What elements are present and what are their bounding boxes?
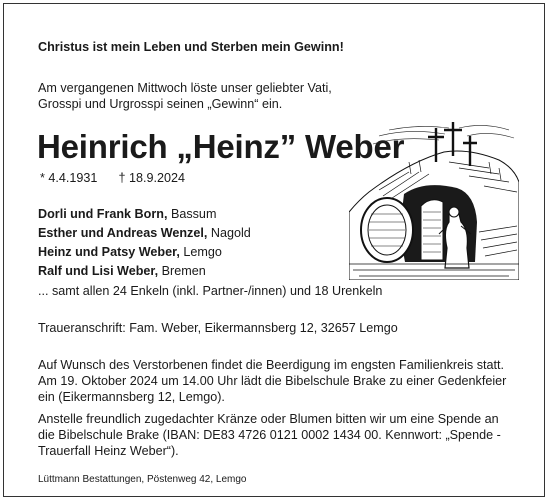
donation-line: Anstelle freundlich zugedachter Kränze oder Blumen bitten wir um eine Spende an [38, 412, 499, 426]
mourner-names: Esther und Andreas Wenzel, [38, 226, 208, 240]
funeral-line: Am 19. Oktober 2024 um 14.00 Uhr lädt die Bibelschule Brake zu einer Gedenkfeier [38, 374, 507, 388]
funeral-line: ein (Eikermannsberg 12, Lemgo). [38, 390, 225, 404]
life-dates [40, 171, 185, 185]
donation-line: die Bibelschule Brake (IBAN: DE83 4726 0121 0002 1434 00. Kennwort: „Spende - [38, 428, 501, 442]
funeral-line: Auf Wunsch des Verstorbenen findet die Beerdigung im engsten Familienkreis statt. [38, 358, 504, 372]
motto: Christus ist mein Leben und Sterben mein Gewinn! [38, 40, 344, 54]
undertaker-line: Lüttmann Bestattungen, Pöstenweg 42, Lemgo [38, 474, 247, 485]
deceased-name: Heinrich „Heinz” Weber [37, 128, 405, 165]
mourner-names: Ralf und Lisi Weber, [38, 264, 159, 278]
donation-line: Trauerfall Heinz Weber“). [38, 444, 179, 458]
intro-line-1: Am vergangenen Mittwoch löste unser geliebter Vati, [38, 81, 332, 95]
intro-line-2: Grosspi und Urgrosspi seinen „Gewinn“ ein. [38, 97, 283, 111]
mourner-row [38, 226, 251, 240]
donation-paragraph [38, 411, 518, 459]
mourner-place: Bremen [161, 264, 206, 278]
empty-tomb-with-three-crosses-illustration [349, 122, 519, 280]
mourner-row [38, 207, 216, 221]
mourner-place: Lemgo [183, 245, 222, 259]
mourner-row [38, 245, 222, 259]
mourner-place: Bassum [170, 207, 217, 221]
mourner-place: Nagold [210, 226, 251, 240]
funeral-paragraph [38, 357, 518, 405]
mourner-row [38, 264, 206, 278]
mourner-names: Heinz und Patsy Weber, [38, 245, 180, 259]
death-date: † 18.9.2024 [118, 171, 185, 185]
mourner-names: Dorli und Frank Born, [38, 207, 168, 221]
grandchildren-line: ... samt allen 24 Enkeln (inkl. Partner-/innen) und 18 Urenkeln [38, 284, 383, 298]
mourning-address: Traueranschrift: Fam. Weber, Eikermannsberg 12, 32657 Lemgo [38, 321, 398, 335]
obituary-notice [3, 3, 545, 497]
birth-date: * 4.4.1931 [40, 171, 98, 185]
